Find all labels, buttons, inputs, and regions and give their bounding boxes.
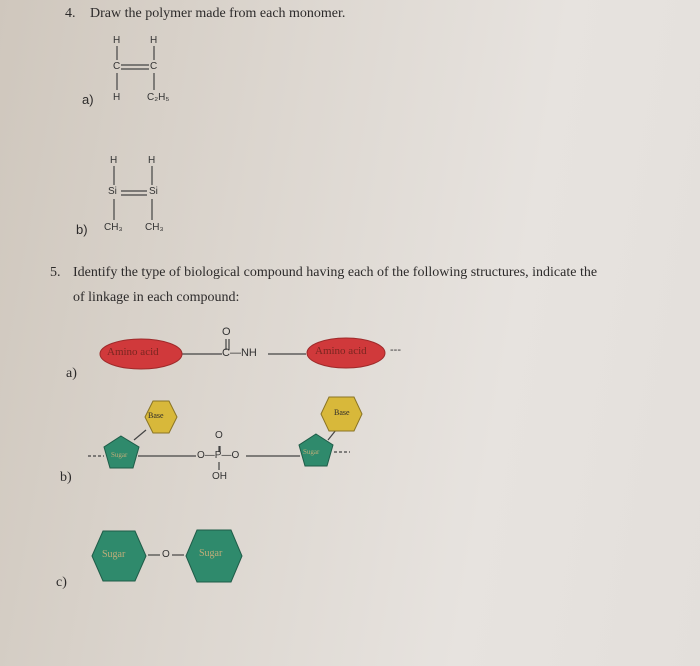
q5a-trailing-dashes: ---	[390, 344, 401, 356]
q4a-top-right-atom: H	[150, 35, 158, 46]
q5c-right-sugar-label: Sugar	[199, 548, 223, 559]
q5b-label: b)	[60, 470, 72, 485]
q5a-amide-linkage: C—NH	[222, 347, 257, 359]
q4b-label: b)	[76, 222, 88, 237]
q5b-phosphate-hydroxyl: OH	[212, 471, 227, 482]
q4a-left-carbon: C	[113, 61, 121, 72]
q4a-label: a)	[82, 92, 94, 107]
q4b-left-silicon: Si	[108, 186, 117, 197]
q4b-bottom-left-group: CH₃	[104, 222, 123, 233]
q5b-right-sugar-label: Sugar	[303, 448, 320, 456]
q5b-phosphate-oxygen: O	[215, 430, 223, 441]
q5b-right-base-label: Base	[334, 408, 350, 417]
q5-number: 5.	[50, 265, 61, 280]
q5b-left-sugar-base-bond	[134, 430, 146, 440]
q5a-label: a)	[66, 366, 77, 381]
q5c-link-oxygen: O	[162, 549, 170, 560]
q5b-left-base-label: Base	[148, 411, 164, 420]
q4a-bottom-right-group: C₂H₅	[147, 92, 170, 103]
q5-prompt-line2: of linkage in each compound:	[73, 290, 240, 305]
q5a-carbonyl-oxygen: O	[222, 326, 231, 338]
q4a-bottom-left-atom: H	[113, 92, 121, 103]
q4a-top-left-atom: H	[113, 35, 121, 46]
q4-number: 4.	[65, 6, 76, 21]
q4b-right-silicon: Si	[149, 186, 158, 197]
q5c-left-sugar-label: Sugar	[102, 549, 126, 560]
q5a-right-oval-label: Amino acid	[315, 345, 367, 357]
q5b-left-sugar-label: Sugar	[111, 451, 128, 459]
q4b-bottom-right-group: CH₃	[145, 222, 164, 233]
q4-prompt: Draw the polymer made from each monomer.	[90, 6, 346, 21]
q4b-top-left-atom: H	[110, 155, 118, 166]
q4b-top-right-atom: H	[148, 155, 156, 166]
q5c-label: c)	[56, 575, 67, 590]
q5a-left-oval-label: Amino acid	[107, 346, 159, 358]
q5-prompt-line1: Identify the type of biological compound having each of the following structures, indicate the	[73, 265, 598, 280]
q5b-phosphate-linkage: O—P—O	[197, 450, 240, 461]
q4a-right-carbon: C	[150, 61, 158, 72]
